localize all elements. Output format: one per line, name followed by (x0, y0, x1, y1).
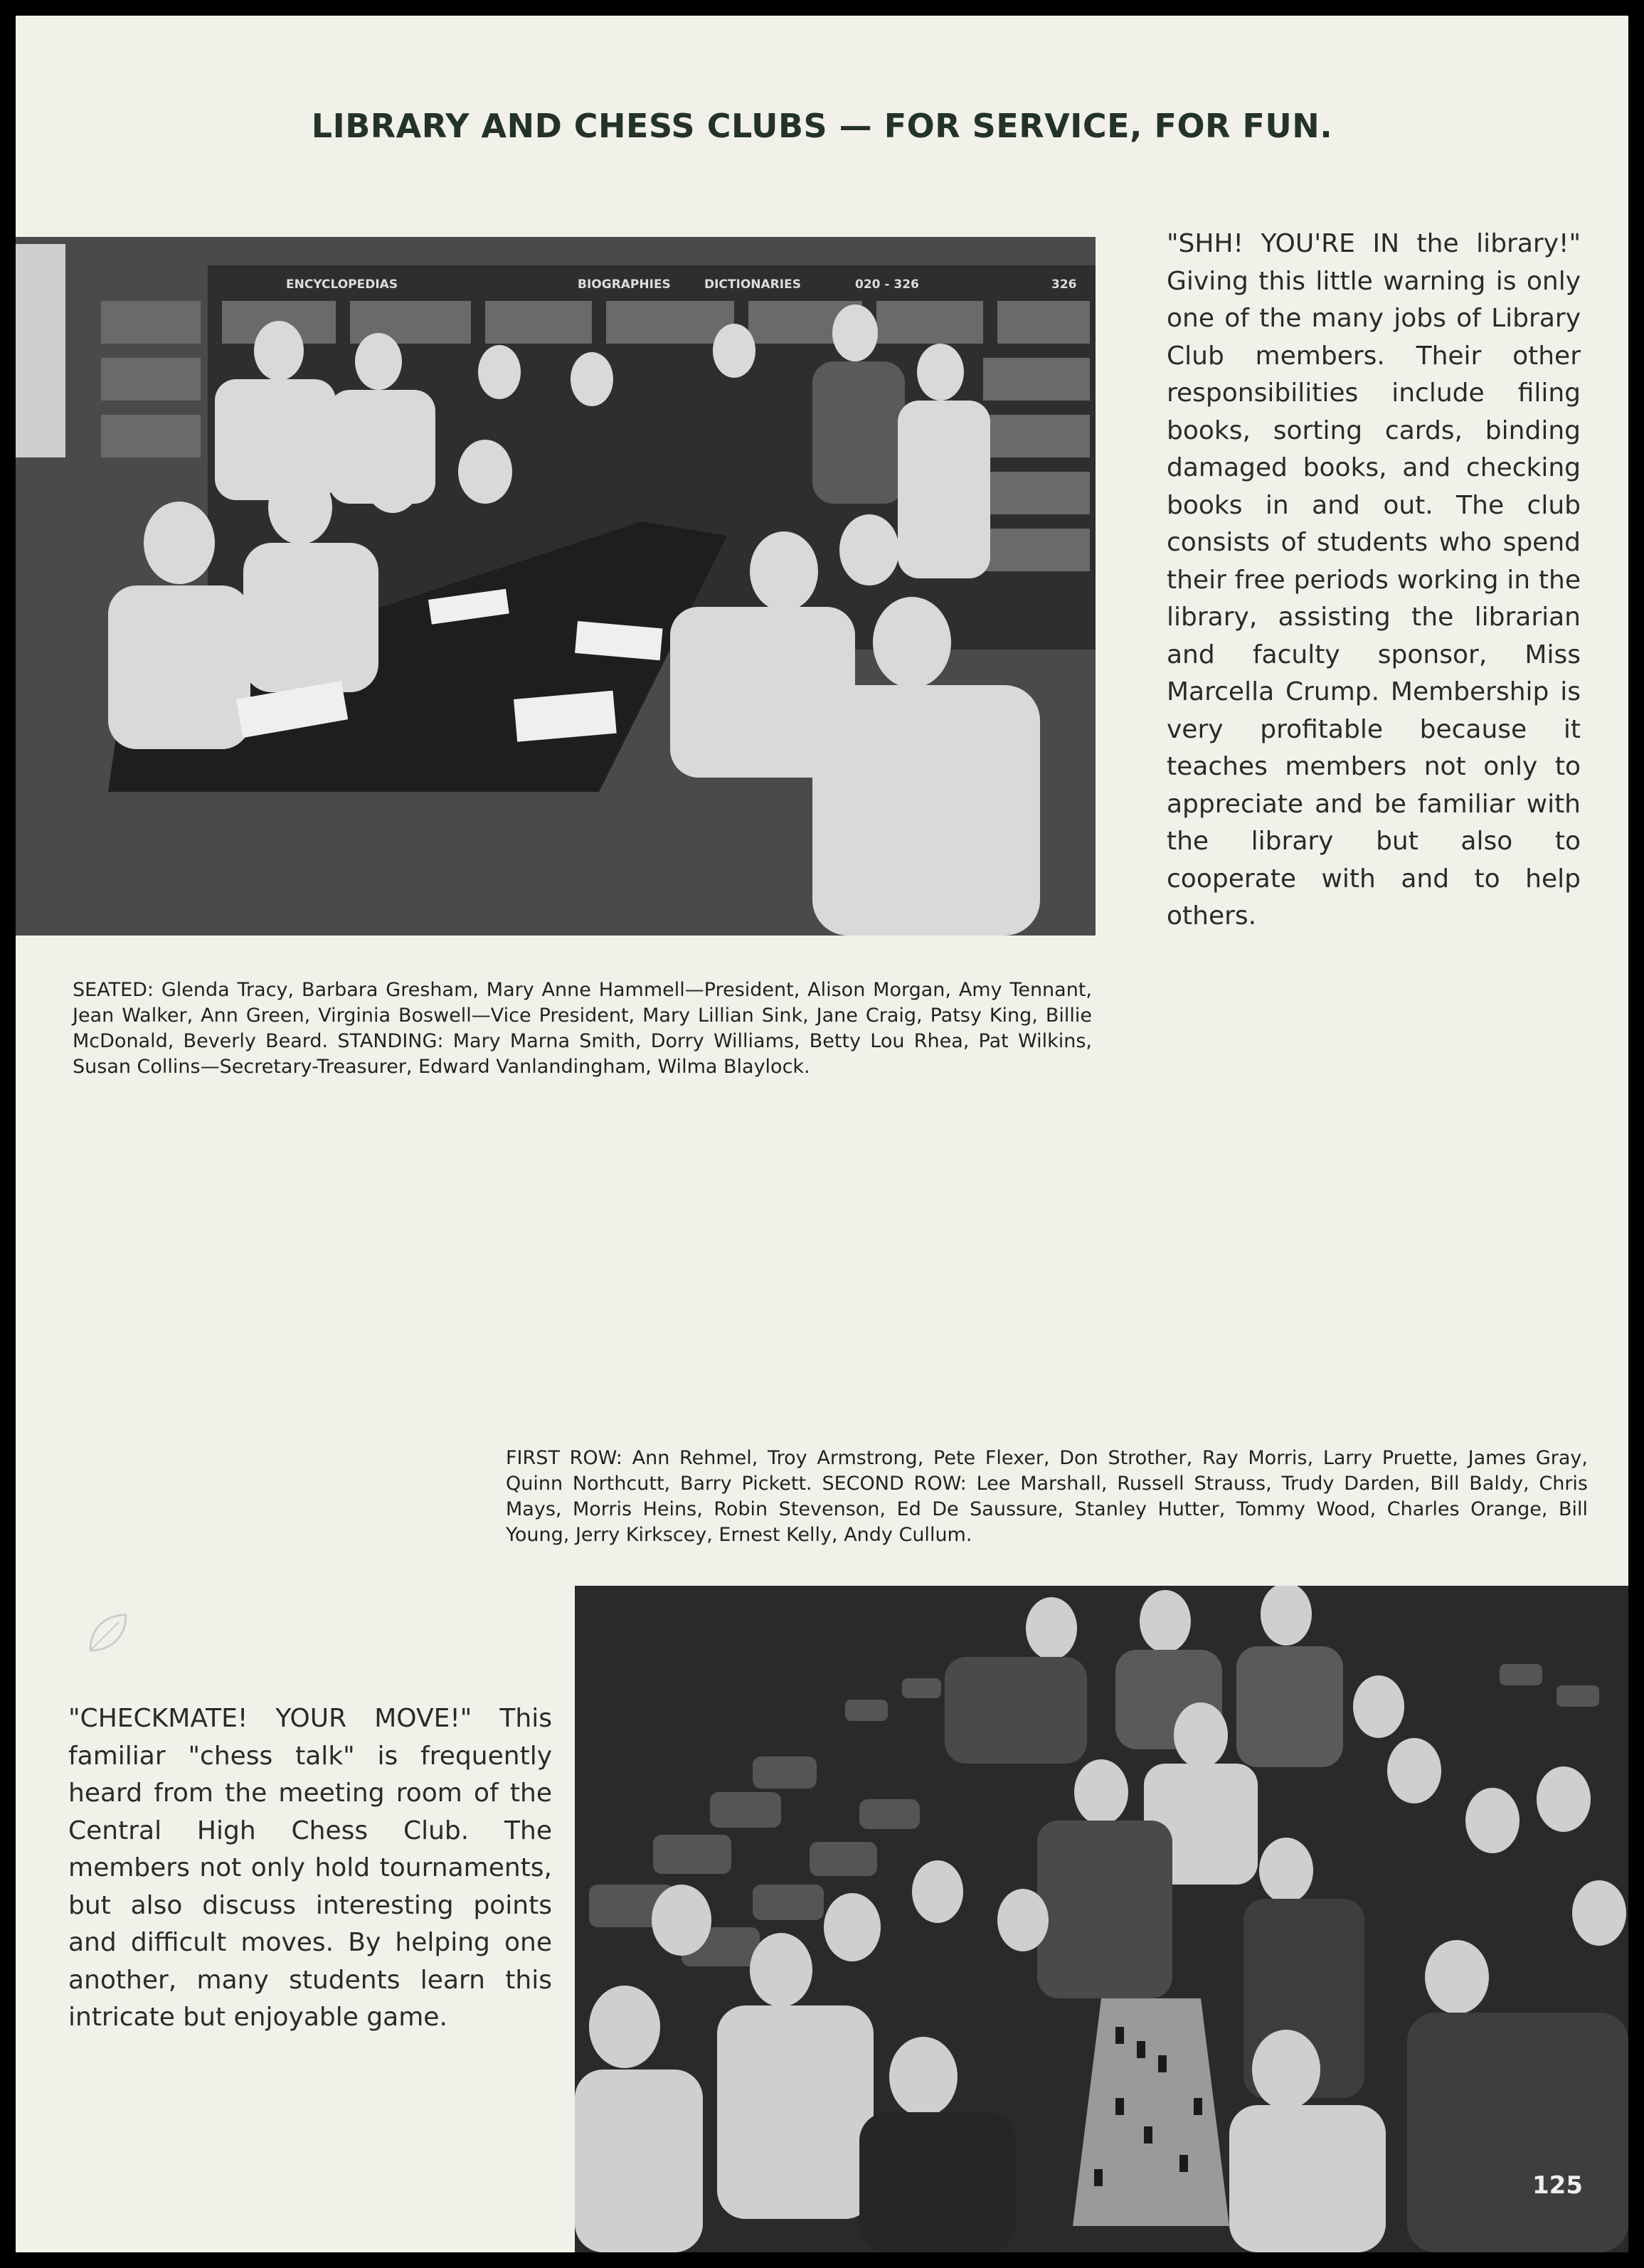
leaf-watermark-icon (83, 1608, 133, 1658)
chess-club-photo (575, 1586, 1628, 2252)
page-number: 125 (1532, 2171, 1583, 2200)
chess-club-caption: FIRST ROW: Ann Rehmel, Troy Armstrong, Pete Flexer, Don Strother, Ray Morris, Larry Pruette, James Gray, Quinn Northcutt, Barry Pickett. SECOND ROW: Lee Marshall, Russell Strauss, Trudy Darden, Bill Baldy, Chris Mays, Morris Heins, Robin Stevenson, Ed De Saussure, Stanley Hutter, Tommy Wood, Charles Orange, Bill Young, Jerry Kirkscey, Ernest Kelly, Andy Cullum. (506, 1447, 1588, 1546)
yearbook-page (16, 16, 1628, 2252)
chess-club-description: "CHECKMATE! YOUR MOVE!" This familiar "chess talk" is frequently heard from the meeting room of the Central High Chess Club. The members not only hold tournaments, but also discuss interesting points and difficult moves. By helping one another, many students learn this intricate but enjoyable game. (68, 1704, 552, 2032)
library-club-photo (16, 237, 1096, 936)
page-title: LIBRARY AND CHESS CLUBS — FOR SERVICE, FOR FUN. (311, 107, 1333, 145)
svg-text:ENCYCLOPEDIAS: ENCYCLOPEDIAS (286, 277, 398, 292)
svg-text:DICTIONARIES: DICTIONARIES (704, 277, 801, 292)
svg-text:020 - 326: 020 - 326 (855, 277, 919, 292)
svg-text:326: 326 (1051, 277, 1077, 292)
library-club-caption: SEATED: Glenda Tracy, Barbara Gresham, Mary Anne Hammell—President, Alison Morgan, Amy Tennant, Jean Walker, Ann Green, Virginia Boswell—Vice President, Mary Lillian Sink, Jane Craig, Patsy King, Billie McDonald, Beverly Beard. STANDING: Mary Marna Smith, Dorry Williams, Betty Lou Rhea, Pat Wilkins, Susan Collins—Secretary-Treasurer, Edward Vanlandingham, Wilma Blaylock. (73, 979, 1092, 1078)
library-club-description: "SHH! YOU'RE IN the library!" Giving this little warning is only one of the many jobs of Library Club members. Their other responsibilities include filing books, sorting cards, binding damaged books, and checking books in and out. The club consists of students who spend their free periods working in the library, assisting the librarian and faculty sponsor, Miss Marcella Crump. Membership is very profitable because it teaches members not only to appreciate and be familiar with the library but also to cooperate with and to help others. (1167, 229, 1581, 931)
svg-text:BIOGRAPHIES: BIOGRAPHIES (578, 277, 671, 292)
